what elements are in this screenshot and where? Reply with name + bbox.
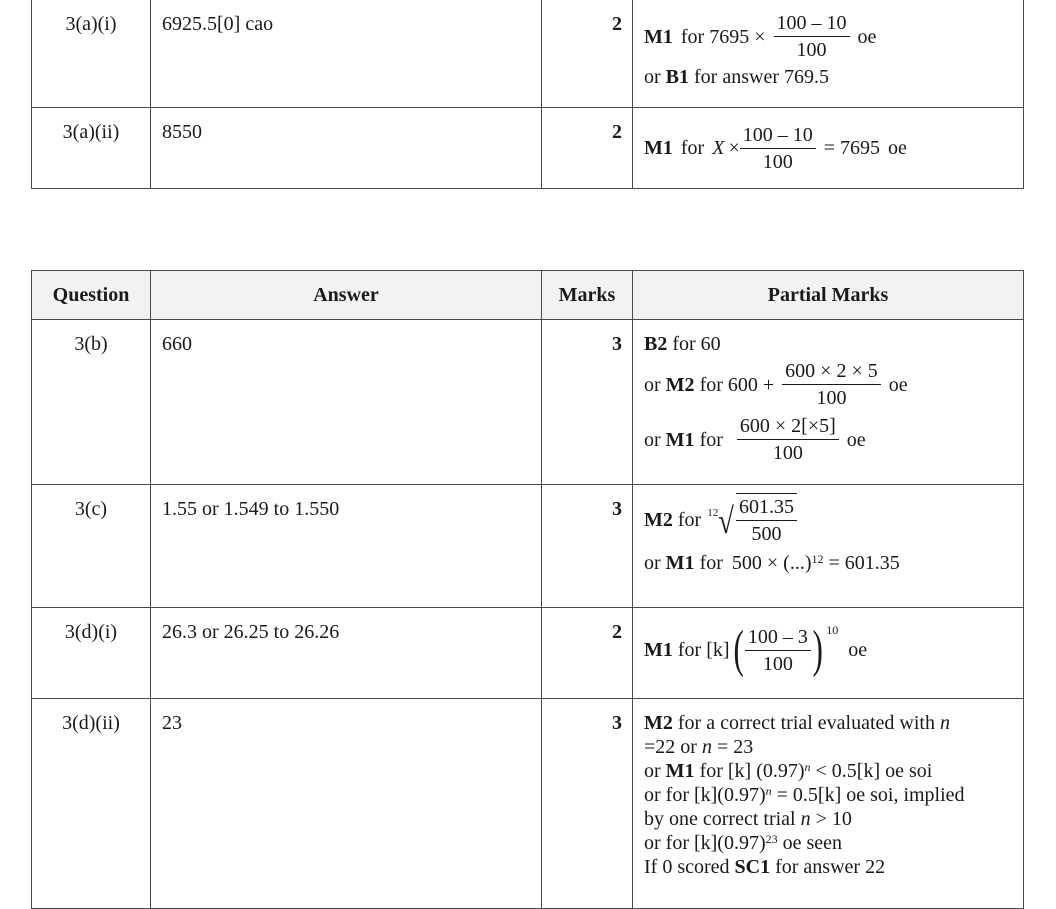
fraction-denominator: 100 — [816, 387, 847, 409]
exponent: 23 — [765, 832, 778, 846]
marks-cell: 3 — [542, 320, 633, 485]
partial-line — [644, 711, 1015, 735]
mark-code: M2 — [644, 509, 673, 531]
exponent: 10 — [826, 623, 839, 637]
partial-text: by one correct trial — [644, 808, 796, 830]
partial-text: =22 or — [644, 736, 697, 758]
fraction-denominator: 100 — [796, 39, 827, 61]
marks-cell: 2 — [542, 608, 633, 699]
mark-code: SC1 — [734, 856, 771, 878]
fraction-denominator: 100 — [762, 652, 793, 675]
partial-text: for answer 769.5 — [694, 66, 829, 88]
fraction — [736, 493, 797, 547]
fraction — [745, 624, 811, 677]
partial-line — [644, 10, 1015, 63]
partial-line — [644, 855, 1015, 879]
variable: X — [712, 137, 725, 159]
table-row — [32, 699, 1024, 909]
partial-line — [644, 332, 1015, 356]
exponent: n — [804, 760, 811, 774]
fraction-denominator: 100 — [762, 150, 793, 173]
table-row — [32, 0, 1024, 107]
fraction — [740, 122, 816, 175]
partial-line — [644, 759, 1015, 783]
fraction-numerator: 100 – 10 — [740, 122, 816, 149]
marks-cell: 3 — [542, 485, 633, 608]
mark-code: M1 — [644, 639, 673, 661]
partial-text: for [k] (0.97) — [699, 760, 805, 782]
partial-suffix: oe — [857, 25, 877, 48]
exponent: 12 — [811, 552, 824, 566]
partial-text: for — [699, 428, 723, 451]
table-row — [32, 485, 1024, 608]
partial-text: for 7695 × — [680, 25, 766, 48]
partial-line — [644, 122, 1015, 175]
partial-line — [644, 358, 1015, 411]
question-cell: 3(d)(i) — [32, 608, 151, 699]
partial-text: for a correct trial evaluated with — [677, 712, 935, 734]
fraction — [737, 413, 839, 466]
mark-code: M1 — [644, 25, 673, 48]
partial-text: or — [644, 373, 661, 396]
fraction-numerator: 100 – 10 — [774, 10, 850, 37]
partial-text: oe seen — [782, 832, 843, 854]
mark-code: B2 — [644, 333, 668, 355]
partial-marks-cell — [633, 485, 1024, 608]
partial-text: for [k] — [677, 639, 730, 661]
partial-text: for 60 — [672, 333, 721, 355]
operator: × — [728, 137, 740, 159]
mark-scheme-table-continued — [31, 0, 1024, 189]
table-row — [32, 320, 1024, 485]
fraction-numerator: 601.35 — [736, 494, 797, 521]
marks-cell: 2 — [542, 107, 633, 188]
partial-text: or — [644, 428, 661, 451]
partial-text: for — [677, 509, 702, 531]
partial-text: or — [644, 66, 661, 88]
partial-line — [644, 831, 1015, 855]
mark-code: M1 — [644, 137, 673, 159]
partial-text: for — [699, 552, 723, 574]
partial-text: = 23 — [716, 736, 754, 758]
fraction-denominator: 500 — [751, 523, 782, 545]
partial-text: or for [k](0.97) — [644, 784, 766, 806]
partial-text: for answer 22 — [775, 856, 886, 878]
fraction-numerator: 100 – 3 — [745, 624, 811, 651]
partial-suffix: oe — [888, 373, 908, 396]
variable: n — [701, 736, 712, 758]
header-question: Question — [32, 271, 151, 320]
mark-code: M1 — [665, 428, 695, 451]
partial-text: = 7695 — [823, 137, 880, 159]
partial-marks-cell — [633, 107, 1024, 188]
partial-line — [644, 551, 1015, 575]
partial-text: for — [680, 137, 705, 159]
mark-code: M2 — [665, 373, 695, 396]
table-row — [32, 608, 1024, 699]
partial-line — [644, 493, 1015, 547]
partial-marks-cell — [633, 699, 1024, 909]
partial-line — [644, 735, 1015, 759]
partial-text: or — [644, 760, 661, 782]
answer-cell: 23 — [151, 699, 542, 909]
marks-cell: 2 — [542, 0, 633, 107]
root-index: 12 — [707, 507, 719, 519]
radical-icon: √ — [718, 501, 735, 541]
partial-text: or for [k](0.97) — [644, 832, 766, 854]
partial-marks-cell — [633, 320, 1024, 485]
partial-line — [644, 807, 1015, 831]
variable: n — [939, 712, 950, 734]
mark-code: M2 — [644, 712, 673, 734]
question-cell: 3(a)(i) — [32, 0, 151, 107]
mark-scheme-table — [31, 270, 1024, 909]
partial-text: or — [644, 552, 661, 574]
right-paren-icon: ) — [812, 621, 823, 678]
partial-text: < 0.5[k] oe soi — [815, 760, 933, 782]
partial-text: 500 × (...) — [731, 552, 812, 574]
answer-cell: 1.55 or 1.549 to 1.550 — [151, 485, 542, 608]
mark-code: M1 — [665, 552, 695, 574]
fraction-numerator: 600 × 2 × 5 — [782, 358, 881, 385]
partial-text: = 0.5[k] oe soi, implied — [776, 784, 965, 806]
mark-code: B1 — [665, 66, 690, 88]
partial-text: for 600 + — [699, 373, 775, 396]
partial-marks-cell — [633, 608, 1024, 699]
partial-line — [644, 413, 1015, 466]
partial-text: If 0 scored — [644, 856, 730, 878]
answer-cell: 660 — [151, 320, 542, 485]
header-marks: Marks — [542, 271, 633, 320]
partial-text: > 10 — [815, 808, 852, 830]
fraction-numerator: 600 × 2[×5] — [737, 413, 839, 440]
partial-suffix: oe — [846, 428, 866, 451]
table-header-row — [32, 271, 1024, 320]
partial-suffix: oe — [848, 639, 868, 661]
left-paren-icon: ( — [732, 621, 744, 678]
variable: n — [800, 808, 811, 830]
marks-cell: 3 — [542, 699, 633, 909]
partial-line — [644, 620, 1015, 680]
header-answer: Answer — [151, 271, 542, 320]
partial-marks-cell — [633, 0, 1024, 107]
nth-root — [707, 493, 805, 547]
table-row — [32, 107, 1024, 188]
answer-cell: 6925.5[0] cao — [151, 0, 542, 107]
question-cell: 3(a)(ii) — [32, 107, 151, 188]
mark-code: M1 — [665, 760, 695, 782]
question-cell: 3(b) — [32, 320, 151, 485]
question-cell: 3(d)(ii) — [32, 699, 151, 909]
partial-line — [644, 783, 1015, 807]
partial-suffix: oe — [888, 137, 907, 159]
exponent: n — [765, 784, 772, 798]
partial-line — [644, 65, 1015, 89]
fraction — [774, 10, 850, 63]
fraction — [782, 358, 881, 411]
fraction-denominator: 100 — [772, 442, 803, 464]
question-cell: 3(c) — [32, 485, 151, 608]
answer-cell: 26.3 or 26.25 to 26.26 — [151, 608, 542, 699]
header-partial-marks: Partial Marks — [633, 271, 1024, 320]
answer-cell: 8550 — [151, 107, 542, 188]
partial-text: = 601.35 — [828, 552, 900, 574]
